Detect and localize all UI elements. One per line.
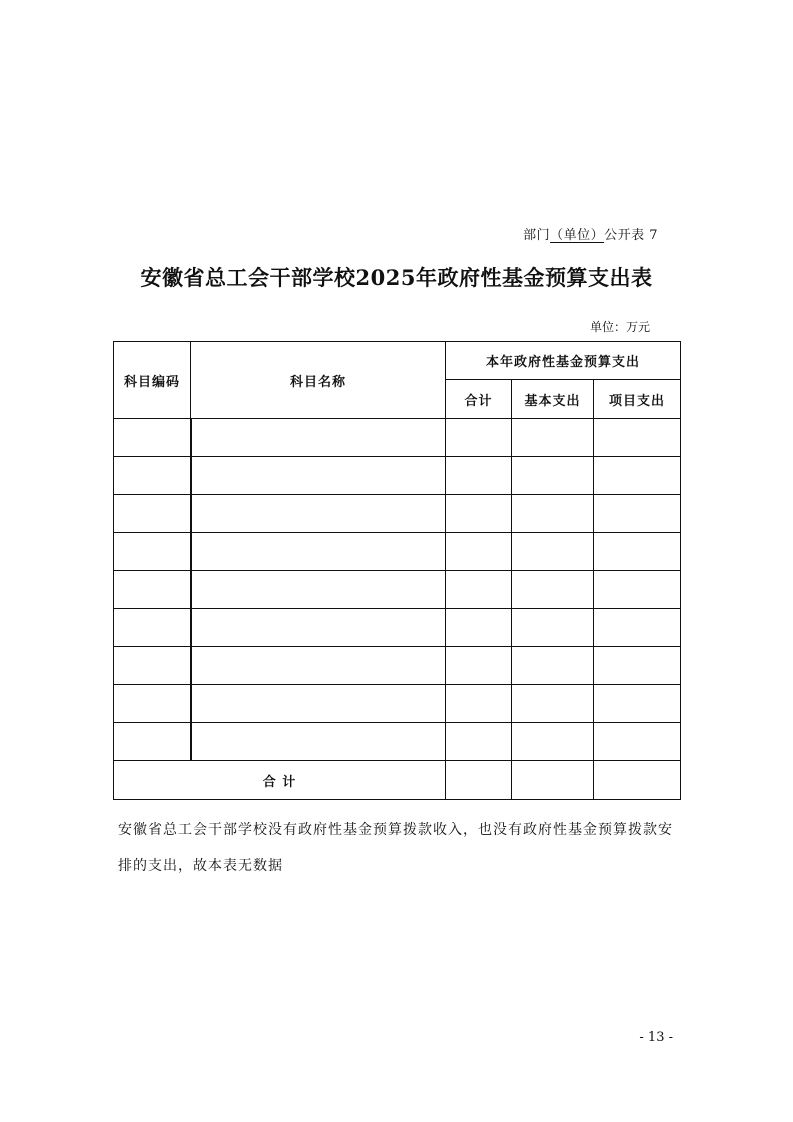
header-basic: 基本支出 (512, 380, 594, 419)
unit-label: 单位：万元 (589, 320, 650, 334)
cell-basic (512, 571, 594, 609)
cell-project (594, 647, 681, 685)
cell-name (191, 609, 446, 647)
cell-total (446, 647, 512, 685)
cell-code (114, 685, 191, 723)
doc-label-suffix: 公开表 7 (604, 228, 658, 243)
cell-name (191, 571, 446, 609)
cell-total (446, 723, 512, 761)
header-code: 科目编码 (114, 342, 191, 419)
table-row (114, 723, 681, 761)
cell-project (594, 609, 681, 647)
table-row (114, 647, 681, 685)
cell-name (191, 647, 446, 685)
cell-code (114, 457, 191, 495)
cell-project (594, 685, 681, 723)
table-row (114, 457, 681, 495)
cell-code (114, 533, 191, 571)
cell-basic (512, 457, 594, 495)
cell-basic (512, 723, 594, 761)
cell-project (594, 419, 681, 457)
page-number: - 13 - (639, 1030, 673, 1045)
cell-total (446, 533, 512, 571)
cell-total (446, 495, 512, 533)
cell-basic (512, 609, 594, 647)
cell-total (446, 457, 512, 495)
table-row (114, 495, 681, 533)
cell-total (446, 571, 512, 609)
header-name: 科目名称 (191, 342, 446, 419)
cell-name (191, 495, 446, 533)
cell-basic (512, 495, 594, 533)
cell-basic (512, 419, 594, 457)
cell-code (114, 419, 191, 457)
cell-code (114, 723, 191, 761)
table-row (114, 609, 681, 647)
cell-name (191, 685, 446, 723)
header-group: 本年政府性基金预算支出 (446, 342, 681, 380)
explanation-note: 安徽省总工会干部学校没有政府性基金预算拨款收入，也没有政府性基金预算拨款安排的支出，故本表无数据 (118, 822, 673, 874)
total-label: 合 计 (114, 761, 446, 800)
page-title: 安徽省总工会干部学校2025年政府性基金预算支出表 (140, 265, 653, 290)
table-total-row (114, 761, 681, 800)
cell-project (594, 457, 681, 495)
cell-total (446, 685, 512, 723)
cell-basic (512, 647, 594, 685)
table-row (114, 419, 681, 457)
doc-label (523, 224, 658, 243)
table-row (114, 533, 681, 571)
total-total (446, 761, 512, 800)
total-basic (512, 761, 594, 800)
header-total: 合计 (446, 380, 512, 419)
cell-code (114, 495, 191, 533)
cell-code (114, 571, 191, 609)
doc-label-unit: （单位） (550, 228, 605, 243)
cell-name (191, 533, 446, 571)
cell-code (114, 647, 191, 685)
table-header-row (114, 342, 681, 380)
cell-project (594, 723, 681, 761)
cell-code (114, 609, 191, 647)
cell-project (594, 571, 681, 609)
total-project (594, 761, 681, 800)
budget-table (113, 341, 681, 800)
cell-basic (512, 685, 594, 723)
cell-name (191, 419, 446, 457)
doc-label-prefix: 部门 (523, 228, 551, 243)
cell-name (191, 723, 446, 761)
cell-name (191, 457, 446, 495)
table-row (114, 571, 681, 609)
header-project: 项目支出 (594, 380, 681, 419)
cell-total (446, 419, 512, 457)
cell-basic (512, 533, 594, 571)
cell-project (594, 495, 681, 533)
cell-project (594, 533, 681, 571)
cell-total (446, 609, 512, 647)
table-row (114, 685, 681, 723)
